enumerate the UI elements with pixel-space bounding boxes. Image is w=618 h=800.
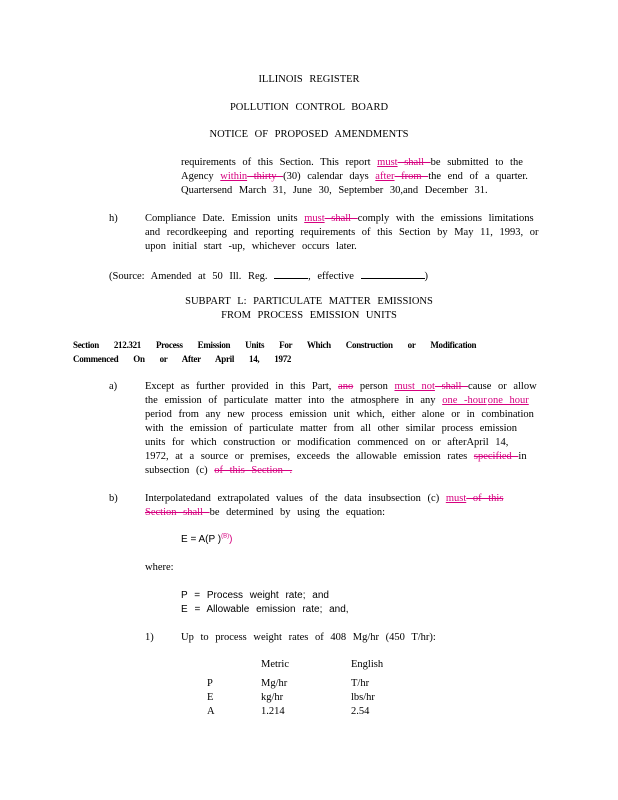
- inserted-text: one hour: [487, 395, 529, 406]
- a-line-2: the emission of particulate matter into the atmosphere in any one -hourone hour: [145, 395, 529, 406]
- deleted-text: thirty: [247, 171, 284, 182]
- para-top-line-3: Quartersend March 31, June 30, September 30,and December 31.: [181, 185, 488, 196]
- deleted-text: shall: [434, 381, 469, 392]
- inserted-text: after: [375, 171, 395, 182]
- inserted-text: within: [220, 171, 248, 182]
- table-header-english: English: [351, 659, 384, 670]
- deleted-text: specified: [473, 451, 519, 462]
- para-top-line-1: requirements of this Section. This report must shall be submitted to the: [181, 157, 523, 168]
- definition-p: P = Process weight rate; and: [181, 590, 329, 601]
- h-line-3: upon initial start -up, whichever occurs later.: [145, 241, 357, 252]
- inserted-text: must: [445, 493, 467, 504]
- inserted-text: must not: [394, 381, 435, 392]
- table-cell: 2.54: [351, 706, 370, 717]
- deleted-text: shall: [324, 213, 358, 224]
- equation: E = A(P )$^{(B)}$): [181, 533, 233, 545]
- where-label: where:: [145, 562, 174, 573]
- table-cell: 1.214: [261, 706, 285, 717]
- source-line: (Source: Amended at 50 Ill. Reg. , effective ): [109, 268, 428, 284]
- table-cell: lbs/hr: [351, 692, 375, 703]
- a-line-7: subsection (c) of this Section .: [145, 465, 293, 476]
- definition-e: E = Allowable emission rate; and,: [181, 604, 349, 615]
- item-label-1: 1): [145, 632, 154, 643]
- effective-blank: [361, 268, 425, 279]
- deleted-text: Section shall: [145, 507, 210, 518]
- subpart-line-2: FROM PROCESS EMISSION UNITS: [221, 310, 397, 321]
- deleted-text: of this: [466, 493, 504, 504]
- inserted-text: must: [377, 157, 398, 168]
- table-cell: A: [207, 706, 215, 717]
- b-line-2: Section shall be determined by using the equation:: [145, 507, 385, 518]
- header-line-3: NOTICE OF PROPOSED AMENDMENTS: [209, 129, 409, 140]
- section-heading-line-1: Section 212.321 Process Emission Units For Which Construction or Modification: [73, 340, 477, 350]
- item-1-text: Up to process weight rates of 408 Mg/hr (450 T/hr):: [181, 632, 436, 643]
- h-line-1: Compliance Date. Emission units must shall comply with the emissions limitations: [145, 213, 534, 224]
- a-line-1: Except as further provided in this Part, ano person must not shall cause or allow: [145, 381, 537, 392]
- item-label-a: a): [109, 381, 118, 392]
- b-line-1: Interpolatedand extrapolated values of the data insubsection (c) must of this: [145, 493, 504, 504]
- h-line-2: and recordkeeping and reporting requirements of this Section by May 11, 1993, or: [145, 227, 539, 238]
- subpart-line-1: SUBPART L: PARTICULATE MATTER EMISSIONS: [185, 296, 433, 307]
- deleted-text: shall: [397, 157, 431, 168]
- a-line-3: period from any new process emission unit which, either alone or in combination: [145, 409, 534, 420]
- deleted-text: of this Section .: [214, 465, 293, 476]
- inserted-text: one -hour: [442, 395, 487, 406]
- header-line-2: POLLUTION CONTROL BOARD: [229, 102, 389, 113]
- deleted-text: a: [338, 381, 343, 392]
- table-header-metric: Metric: [261, 659, 289, 670]
- equation-exponent: (B): [221, 533, 230, 540]
- deleted-text: from: [394, 171, 429, 182]
- table-cell: E: [207, 692, 214, 703]
- section-heading-line-2: Commenced On or After April 14, 1972: [73, 354, 292, 364]
- para-top-line-2: Agency within thirty (30) calendar days after from the end of a quarter.: [181, 171, 528, 182]
- a-line-5: units for which construction or modification commenced on or afterApril 14,: [145, 437, 509, 448]
- table-cell: Mg/hr: [261, 678, 288, 689]
- table-cell: T/hr: [351, 678, 370, 689]
- header-line-1: ILLINOIS REGISTER: [258, 74, 360, 85]
- date-blank: [274, 268, 308, 279]
- table-cell: P: [207, 678, 213, 689]
- item-label-b: b): [109, 493, 118, 504]
- a-line-4: with the emission of particulate matter from all other similar process emission: [145, 423, 518, 434]
- inserted-text: must: [304, 213, 325, 224]
- table-cell: kg/hr: [261, 692, 284, 703]
- item-label-h: h): [109, 213, 118, 224]
- a-line-6: 1972, at a source or premises, exceeds the allowable emission rates specified in: [145, 451, 527, 462]
- inserted-text: no: [342, 381, 354, 392]
